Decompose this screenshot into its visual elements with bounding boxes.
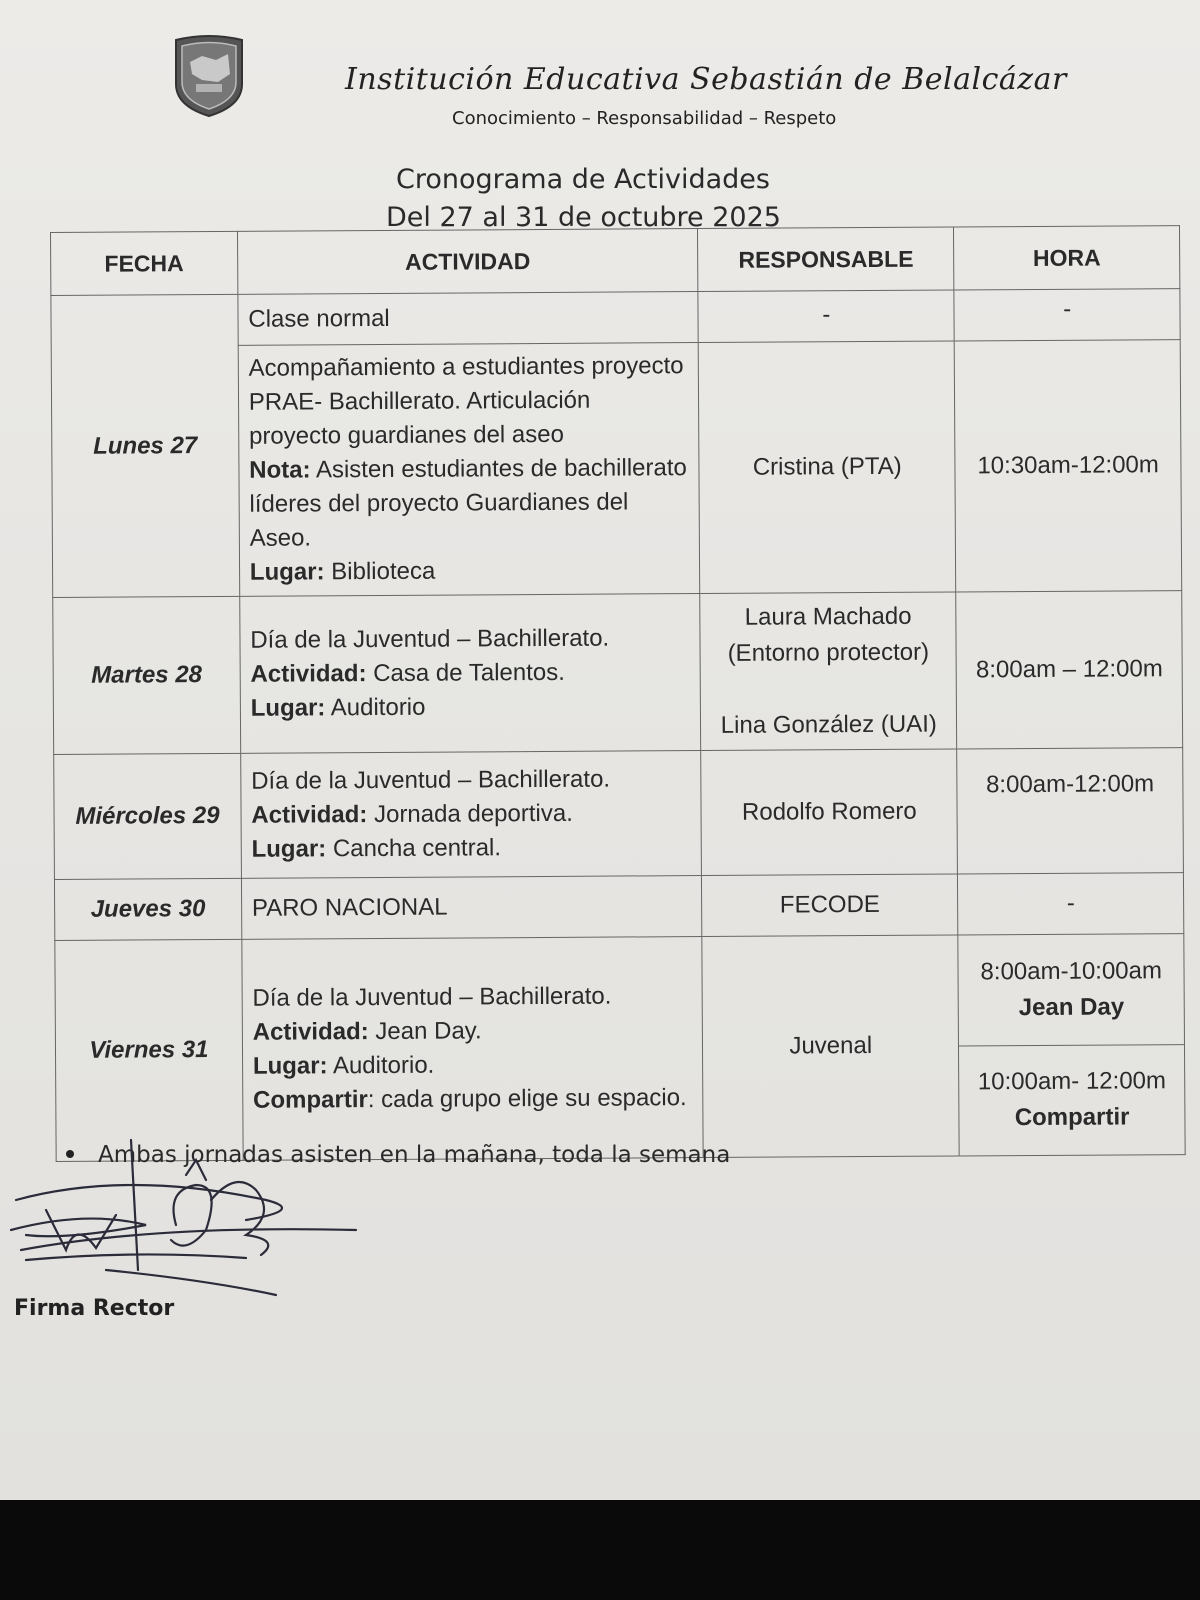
table-row-viernes	[55, 934, 1185, 1162]
compartir-label: Compartir	[253, 1086, 368, 1114]
fecha-lunes: Lunes 27	[51, 294, 240, 597]
actividad-martes	[240, 594, 701, 754]
actividad-valor: Jornada deportiva.	[367, 799, 573, 829]
table-row-lunes-clase	[51, 289, 1180, 347]
schedule-note-text: Ambas jornadas asisten en la mañana, toda la semana	[98, 1142, 731, 1168]
activities-schedule-table	[50, 225, 1186, 1162]
hora-martes: 8:00am – 12:00m	[956, 591, 1183, 749]
nota-label: Nota:	[249, 456, 311, 484]
header-responsable: RESPONSABLE	[698, 227, 955, 292]
header-fecha: FECHA	[51, 231, 238, 295]
lugar-label: Lugar:	[249, 558, 325, 586]
lugar-label: Lugar:	[251, 835, 327, 863]
responsable-clase-normal: -	[698, 290, 955, 343]
nota-text: Asisten estudiantes de bachillerato líderes del proyecto Guardianes del Aseo.	[249, 454, 687, 552]
school-shield-logo	[172, 34, 246, 118]
hora-jean-day	[959, 934, 1184, 1045]
actividad-miercoles	[240, 751, 701, 879]
responsable-name: Laura Machado	[744, 602, 912, 631]
table-header-row	[51, 226, 1180, 296]
actividad-miercoles-text: Día de la Juventud – Bachillerato.	[251, 765, 611, 795]
hora-jueves: -	[958, 873, 1184, 935]
responsable-miercoles: Rodolfo Romero	[701, 749, 958, 876]
table-row-miercoles	[54, 748, 1184, 880]
actividad-label: Actividad:	[252, 1018, 369, 1046]
hora-prae: 10:30am-12:00m	[955, 340, 1182, 592]
actividad-valor: Casa de Talentos.	[366, 658, 565, 688]
actividad-jueves: PARO NACIONAL	[241, 876, 702, 940]
lugar-text: Auditorio	[325, 693, 426, 722]
hora-miercoles: 8:00am-12:00m	[957, 748, 1183, 874]
lugar-text: Auditorio.	[327, 1051, 435, 1080]
hora-compartir	[959, 1044, 1184, 1156]
document-title: Cronograma de Actividades	[396, 164, 770, 195]
responsable-martes	[700, 592, 957, 751]
responsable-role: (Entorno protector)	[727, 638, 930, 667]
hora-range: 10:00am- 12:00m	[977, 1067, 1167, 1096]
fecha-martes: Martes 28	[53, 596, 241, 754]
table-row-martes	[53, 591, 1183, 755]
actividad-prae	[238, 343, 700, 597]
compartir-text: : cada grupo elige su espacio.	[367, 1084, 687, 1114]
responsable-jueves: FECODE	[702, 874, 959, 937]
signature-label: Firma Rector	[14, 1296, 175, 1321]
fecha-viernes: Viernes 31	[55, 939, 243, 1161]
fecha-jueves: Jueves 30	[54, 878, 241, 940]
actividad-prae-text: Acompañamiento a estudiantes proyecto PRAE- Bachillerato. Articulación proyecto guardianes del aseo	[248, 352, 684, 450]
actividad-viernes-text: Día de la Juventud – Bachillerato.	[252, 982, 612, 1012]
responsable-prae: Cristina (PTA)	[698, 341, 956, 594]
lugar-label: Lugar:	[252, 1052, 328, 1080]
actividad-viernes	[242, 937, 704, 1161]
lugar-label: Lugar:	[250, 694, 326, 722]
actividad-martes-text: Día de la Juventud – Bachillerato.	[250, 624, 610, 654]
institution-motto: Conocimiento – Responsabilidad – Respeto	[452, 108, 837, 129]
header-hora: HORA	[954, 226, 1180, 290]
hora-clase-normal: -	[954, 289, 1180, 341]
background-surface	[0, 1500, 1200, 1600]
fecha-miercoles: Miércoles 29	[54, 753, 242, 879]
lugar-text: Cancha central.	[326, 834, 502, 863]
document-date-range: Del 27 al 31 de octubre 2025	[386, 202, 781, 233]
header-actividad: ACTIVIDAD	[237, 229, 698, 295]
actividad-label: Actividad:	[251, 801, 368, 829]
table-row-jueves	[54, 873, 1183, 941]
hora-range: 8:00am-10:00am	[980, 956, 1163, 986]
lugar-text: Biblioteca	[324, 557, 436, 586]
hora-event-label: Compartir	[1014, 1103, 1130, 1132]
responsable-viernes: Juvenal	[702, 935, 960, 1158]
responsable-name: Lina González (UAI)	[720, 710, 937, 739]
hora-viernes	[958, 934, 1185, 1156]
institution-name: Institución Educativa Sebastián de Belalcázar	[345, 62, 1067, 97]
actividad-valor: Jean Day.	[368, 1017, 482, 1046]
actividad-label: Actividad:	[250, 660, 367, 688]
actividad-clase-normal: Clase normal	[238, 292, 699, 346]
hora-event-label: Jean Day	[1018, 993, 1125, 1021]
